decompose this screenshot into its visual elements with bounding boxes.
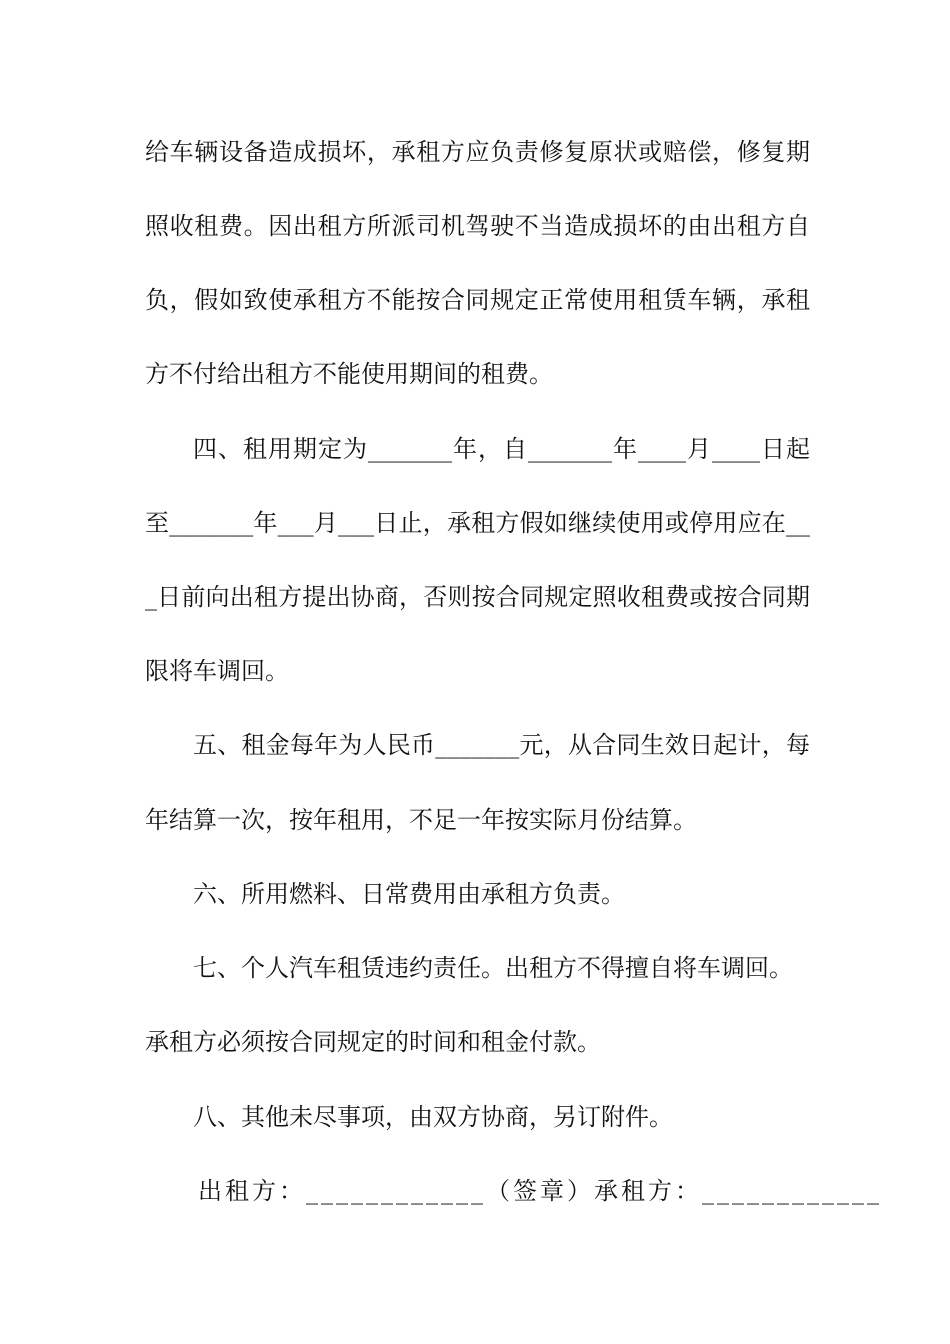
text-line: _日前向出租方提出协商，否则按合同规定照收租费或按合同期: [145, 583, 810, 611]
clause-six-line: 六、所用燃料、日常费用由承租方负责。: [193, 880, 625, 908]
clause-eight-line: 八、其他未尽事项，由双方协商，另订附件。: [193, 1103, 673, 1131]
text-line: 至_______年___月___日止，承租方假如继续使用或停用应在__: [145, 509, 810, 537]
text-line: 负，假如致使承租方不能按合同规定正常使用租赁车辆，承租: [145, 286, 810, 314]
text-line: 年结算一次，按年租用，不足一年按实际月份结算。: [145, 806, 697, 834]
text-line: 照收租费。因出租方所派司机驾驶不当造成损坏的由出租方自: [145, 212, 810, 240]
clause-seven-line: 七、个人汽车租赁违约责任。出租方不得擅自将车调回。: [193, 954, 793, 982]
text-line: 限将车调回。: [145, 657, 289, 685]
text-line: 给车辆设备造成损坏，承租方应负责修复原状或赔偿，修复期: [145, 138, 810, 166]
clause-five-line: 五、租金每年为人民币_______元，从合同生效日起计，每: [193, 731, 810, 759]
text-line: 方不付给出租方不能使用期间的租费。: [145, 360, 553, 388]
clause-four-line: 四、租用期定为_______年，自_______年____月____日起: [193, 435, 810, 463]
text-line: 承租方必须按合同规定的时间和租金付款。: [145, 1028, 601, 1056]
signature-line: 出租方：____________（签章）承租方：____________: [198, 1177, 882, 1205]
